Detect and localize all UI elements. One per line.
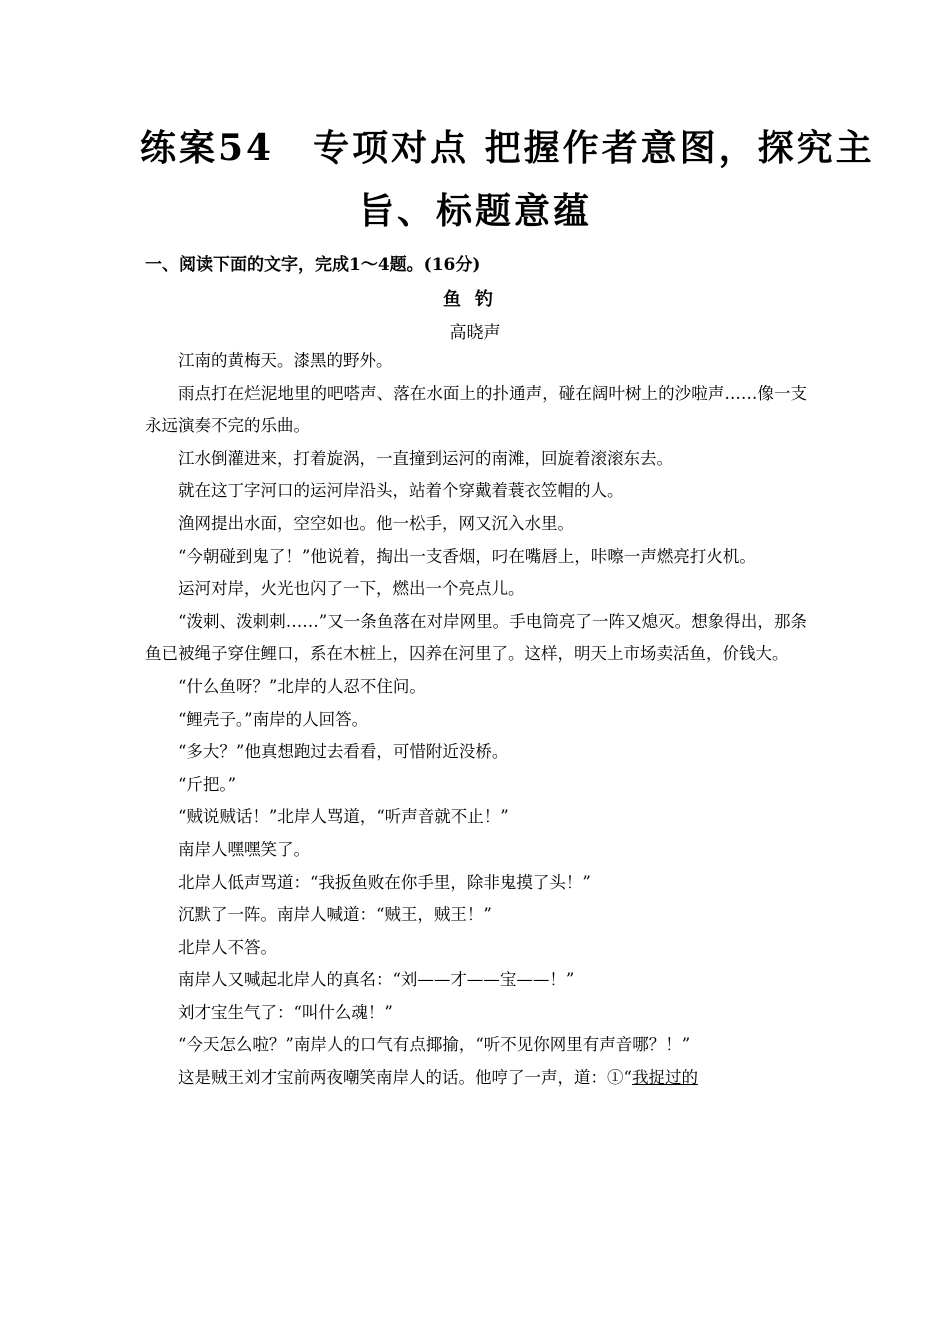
- paragraph: 南岸人嘿嘿笑了。: [178, 839, 310, 859]
- paragraph: 运河对岸，火光也闪了一下，燃出一个亮点儿。: [178, 579, 525, 599]
- paragraph: 南岸人又喊起北岸人的真名：“刘——才——宝——！”: [178, 970, 575, 990]
- page-title-line-1: 练案54 专项对点 把握作者意图，探究主: [140, 127, 875, 169]
- paragraph: 沉默了一阵。南岸人喊道：“贼王，贼王！”: [178, 905, 492, 925]
- section-heading: 一、阅读下面的文字，完成1～4题。(16分): [145, 255, 481, 275]
- paragraph: 江南的黄梅天。漆黑的野外。: [178, 351, 393, 370]
- paragraph: 雨点打在烂泥地里的吧嗒声、落在水面上的扑通声，碰在阔叶树上的沙啦声……像一支永远演奏不完的乐曲。: [145, 383, 807, 436]
- page-title-line-2: 旨、标题意蕴: [357, 190, 592, 232]
- story-body: [145, 345, 807, 1095]
- paragraph: 渔网提出水面，空空如也。他一松手，网又沉入水里。: [178, 513, 574, 533]
- paragraph: “泼刺、泼刺刺……”又一条鱼落在对岸网里。手电筒亮了一阵又熄灭。想象得出，那条鱼已被绳子穿住鲤口，系在木桩上，囚养在河里了。这样，明天上市场卖活鱼，价钱大。: [145, 611, 807, 664]
- paragraph-last: [145, 1062, 807, 1095]
- story-title: 鱼钓: [443, 289, 507, 310]
- paragraph-last-text: 这是贼王刘才宝前两夜嘲笑南岸人的话。他哼了一声，道：①“: [178, 1068, 632, 1088]
- paragraph: “多大？”他真想跑过去看看，可惜附近没桥。: [178, 742, 509, 762]
- paragraph: “斤把。”: [178, 774, 237, 794]
- paragraph: 就在这丁字河口的运河岸沿头，站着个穿戴着蓑衣笠帽的人。: [178, 481, 624, 501]
- underlined-quote: 我捉过的: [631, 1068, 698, 1088]
- paragraph: 刘才宝生气了：“叫什么魂！”: [178, 1002, 393, 1022]
- paragraph: “贼说贼话！”北岸人骂道，“听声音就不止！”: [178, 807, 509, 827]
- story-author: 高晓声: [449, 323, 501, 343]
- paragraph: 北岸人不答。: [178, 937, 277, 957]
- paragraph: “今朝碰到鬼了！”他说着，掏出一支香烟，叼在嘴唇上，咔嚓一声燃亮打火机。: [178, 546, 756, 566]
- paragraph: 江水倒灌进来，打着旋涡，一直撞到运河的南滩，回旋着滚滚东去。: [178, 448, 673, 468]
- paragraph: “鲤壳子。”南岸的人回答。: [178, 709, 369, 729]
- paragraph: “什么鱼呀？”北岸的人忍不住问。: [178, 676, 426, 696]
- paragraph: “今天怎么啦？”南岸人的口气有点揶揄，“听不见你网里有声音哪？！”: [178, 1035, 691, 1055]
- paragraph: 北岸人低声骂道：“我扳鱼败在你手里，除非鬼摸了头！”: [178, 872, 591, 892]
